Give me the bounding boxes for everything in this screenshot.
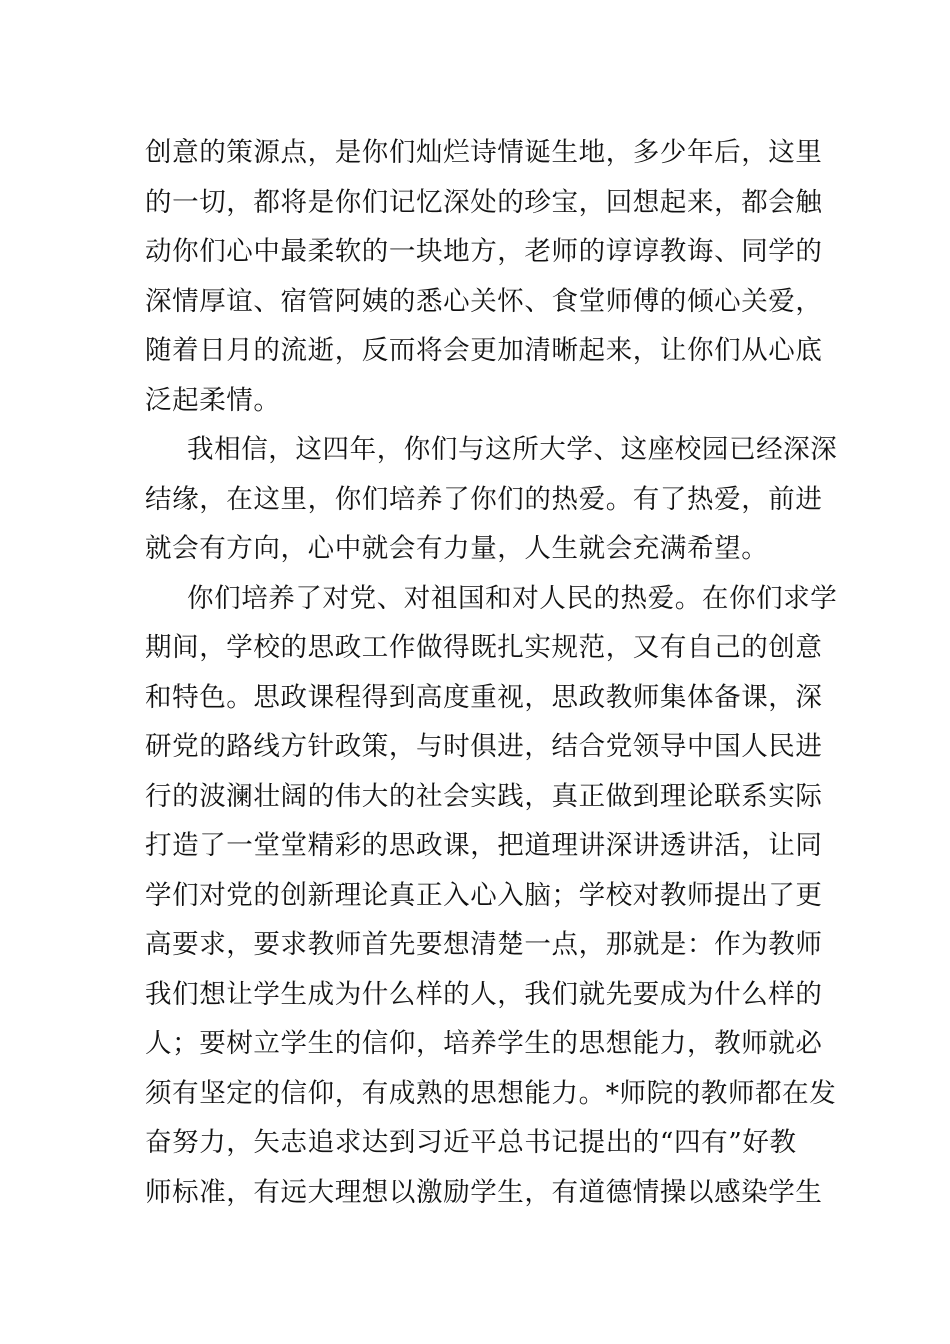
body-text	[145, 128, 838, 1217]
text-line: 研党的路线方针政策，与时俱进，结合党领导中国人民进	[145, 731, 823, 762]
text-line: 创意的策源点，是你们灿烂诗情诞生地，多少年后，这里	[145, 137, 823, 168]
text-line: 泛起柔情。	[145, 384, 281, 416]
text-line: 深情厚谊、宿管阿姨的悉心关怀、食堂师傅的倾心关爱，	[145, 285, 823, 317]
paragraph-1	[145, 128, 823, 425]
text-line: 动你们心中最柔软的一块地方，老师的谆谆教诲、同学的	[145, 236, 823, 267]
text-line: 学们对党的创新理论真正入心入脑；学校对教师提出了更	[145, 879, 823, 911]
text-line: 人；要树立学生的信仰，培养学生的思想能力，教师就必	[145, 1028, 823, 1059]
text-line: 须有坚定的信仰，有成熟的思想能力。*师院的教师都在发	[145, 1077, 837, 1109]
text-line: 期间，学校的思政工作做得既扎实规范，又有自己的创意	[145, 632, 823, 663]
text-line: 随着日月的流逝，反而将会更加清晰起来，让你们从心底	[145, 335, 823, 366]
text-line: 和特色。思政课程得到高度重视，思政教师集体备课，深	[145, 681, 823, 713]
text-line: 高要求，要求教师首先要想清楚一点，那就是：作为教师	[145, 929, 823, 960]
text-line: 我相信，这四年，你们与这所大学、这座校园已经深深	[187, 434, 838, 465]
text-line: 师标准，有远大理想以激励学生，有道德情操以感染学生	[145, 1176, 823, 1208]
text-line: 就会有方向，心中就会有力量，人生就会充满希望。	[145, 533, 769, 564]
paragraph-2	[145, 425, 838, 574]
text-line: 奋努力，矢志追求达到习近平总书记提出的“四有”好教	[145, 1127, 797, 1158]
text-line: 你们培养了对党、对祖国和对人民的热爱。在你们求学	[187, 582, 838, 614]
text-line: 我们想让学生成为什么样的人，我们就先要成为什么样的	[145, 978, 823, 1010]
text-line: 打造了一堂堂精彩的思政课，把道理讲深讲透讲活，让同	[145, 830, 823, 861]
paragraph-3	[145, 574, 838, 1218]
text-line: 行的波澜壮阔的伟大的社会实践，真正做到理论联系实际	[145, 780, 823, 812]
text-line: 的一切，都将是你们记忆深处的珍宝，回想起来，都会触	[145, 186, 823, 218]
text-line: 结缘，在这里，你们培养了你们的热爱。有了热爱，前进	[145, 483, 823, 515]
